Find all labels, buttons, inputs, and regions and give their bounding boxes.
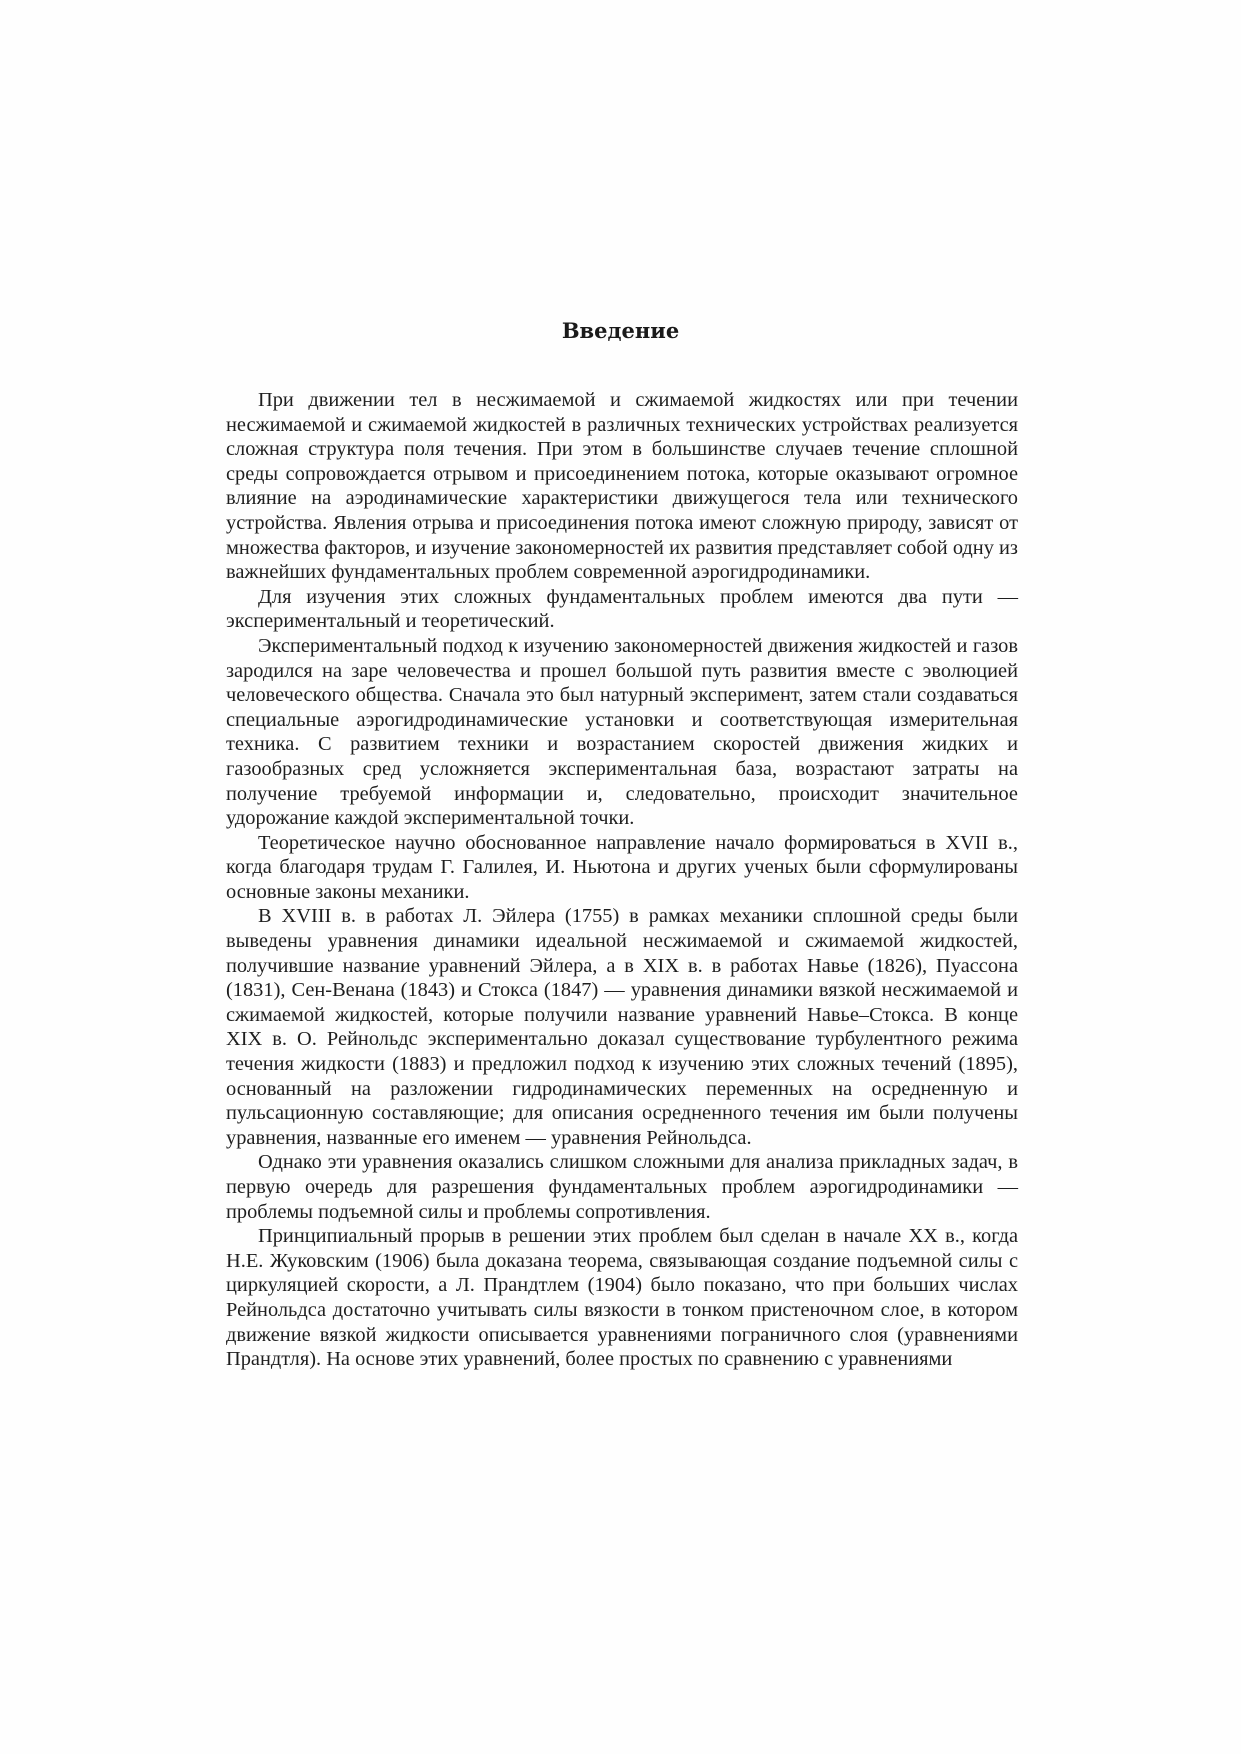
section-heading: Введение (561, 318, 680, 343)
paragraph: Для изучения этих сложных фундаментальных проблем имеются два пути — экспериментальный и теоретический. (226, 585, 1018, 633)
paragraph: При движении тел в несжимаемой и сжимаемой жидкостях или при течении несжимаемой и сжимаемой жидкостей в различных технических устройствах реализуется сложная структура поля течения. При этом в большинстве случаев течение сплошной среды сопровождается отрывом и присоединением потока, которые оказывают огромное влияние на аэродинамические характеристики движущегося тела или технического устройства. Явления отрыва и присоединения потока имеют сложную природу, зависят от множества факторов, и изучение закономерностей их развития представляет собой одну из важнейших фундаментальных проблем современной аэрогидродинамики. (226, 389, 1018, 584)
paragraph: В XVIII в. в работах Л. Эйлера (1755) в рамках механики сплошной среды были выведены уравнения динамики идеальной несжимаемой и сжимаемой жидкостей, получившие название уравнений Эйлера, а в XIX в. в работах Навье (1826), Пуассона (1831), Сен-Венана (1843) и Стокса (1847) — уравнения динамики вязкой несжимаемой и сжимаемой жидкостей, которые получили название уравнений Навье–Стокса. В конце XIX в. О. Рейнольдс экспериментально доказал существование турбулентного режима течения жидкости (1883) и предложил подход к изучению этих сложных течений (1895), основанный на разложении гидродинамических переменных на осредненную и пульсационную составляющие; для описания осредненного течения им были получены уравнения, названные его именем — уравнения Рейнольдса. (226, 905, 1018, 1149)
paragraph: Однако эти уравнения оказались слишком сложными для анализа прикладных задач, в первую очередь для разрешения фундаментальных проблем аэрогидродинамики — проблемы подъемной силы и проблемы сопротивления. (226, 1151, 1018, 1223)
paragraph: Теоретическое научно обоснованное направление начало формироваться в XVII в., когда благодаря трудам Г. Галилея, И. Ньютона и других ученых были сформулированы основные законы механики. (226, 831, 1018, 903)
paragraph: Экспериментальный подход к изучению закономерностей движения жидкостей и газов зародился на заре человечества и прошел большой путь развития вместе с эволюцией человеческого общества. Сначала это был натурный эксперимент, затем стали создаваться специальные аэрогидродинамические установки и соответствующая измерительная техника. С развитием техники и возрастанием скоростей движения жидких и газообразных сред усложняется экспериментальная база, возрастают затраты на получение требуемой информации и, следовательно, происходит значительное удорожание каждой экспериментальной точки. (226, 634, 1018, 830)
body-text (226, 388, 1018, 1372)
paragraph: Принципиальный прорыв в решении этих проблем был сделан в начале XX в., когда Н.Е. Жуковским (1906) была доказана теорема, связывающая создание подъемной силы с циркуляцией скорости, а Л. Прандтлем (1904) было показано, что при больших числах Рейнольдса достаточно учитывать силы вязкости в тонком пристеночном слое, в котором движение вязкой жидкости описывается уравнениями пограничного слоя (уравнениями Прандтля). На основе этих уравнений, более простых по сравнению с уравнениями (226, 1225, 1018, 1371)
